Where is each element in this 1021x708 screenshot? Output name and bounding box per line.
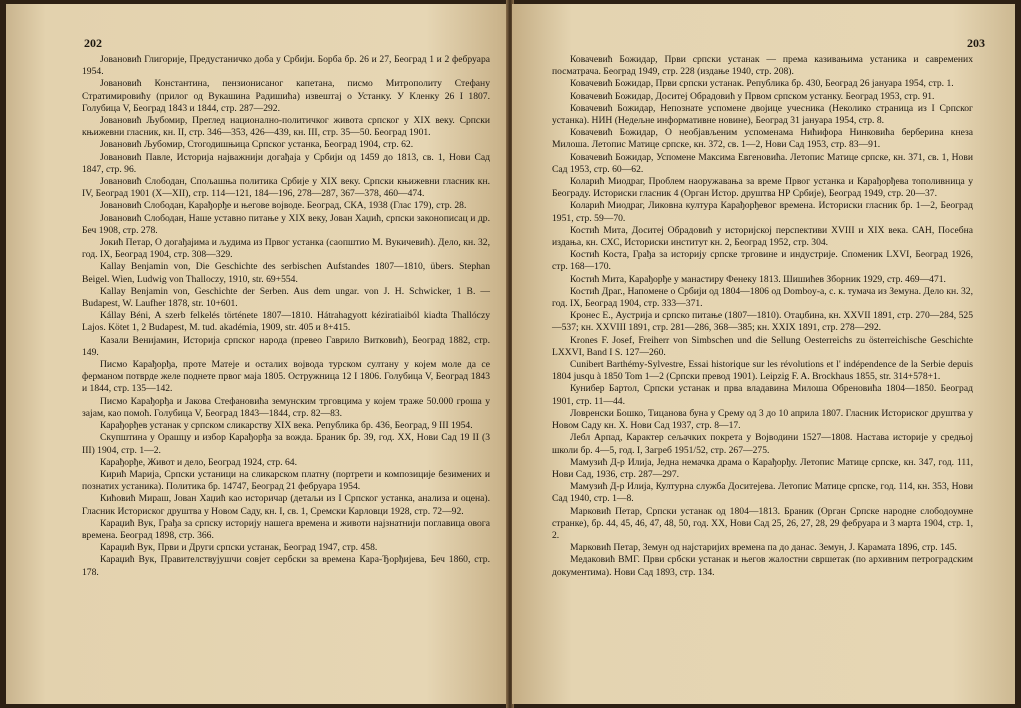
bibliography-entry: Мамузић Д-р Илија, Културна служба Доситејева. Летопис Матице српске, год. 114, кн. 353, Нови Сад 1940, стр. 1—8.	[552, 481, 973, 505]
bibliography-entry: Јовановић Глигорије, Предустаничко доба у Србији. Борба бр. 26 и 27, Београд 1 и 2 фебруара 1954.	[82, 54, 490, 78]
bibliography-entry: Ковачевић Божидар, Први српски устанак. Република бр. 430, Београд 26 јануара 1954, стр. 1.	[570, 78, 954, 90]
bibliography-entry: Јовановић Љубомир, Преглед национално-политичког живота српског у XIX веку. Српски књижевни гласник, кн. II, стр. 346—353, 426—439, кн. III, стр. 35—50. Београд 1901.	[82, 115, 490, 139]
bibliography-entry: Караџић Вук, Правителствујушчи совјет сербски за времена Кара-Ђорђијева, Беч 1860, стр. 178.	[82, 554, 490, 578]
bibliography-entry: Јовановић Љубомир, Стогодишњица Српског устанка, Београд 1904, стр. 62.	[100, 139, 414, 151]
bibliography-entry: Коларић Миодраг, Проблем наоружавања за време Првог устанка и Карађорђева тополивница у Београду. Историски гласник 4 (Орган Истор. друштва НР Србије), Београд 1949, стр. 20—37.	[552, 176, 973, 200]
bibliography-entry: Јовановић Слободан, Карађорђе и његове војводе. Београд, СКА, 1938 (Глас 179), стр. 28.	[100, 200, 467, 212]
bibliography-entry: Марковић Петар, Земун од најстаријих времена па до данас. Земун, Ј. Карамата 1896, стр. 145.	[570, 542, 957, 554]
page-number: 203	[967, 36, 985, 50]
right-page	[512, 4, 1015, 704]
bibliography-entry: Kallay Benjamin von, Die Geschichte des serbischen Aufstandes 1807—1810, übers. Stephan Beigel. Wien, Ludwig von Thalloczy, 1910, str. 69+554.	[82, 261, 490, 285]
bibliography-entry: Медаковић ВМГ. Први србски устанак и његов жалостни свршетак (по архивним петроградским документима). Нови Сад 1893, стр. 134.	[552, 554, 973, 578]
bibliography-entry: Кићовић Мираш, Јован Хаџић као историчар (детаљи из I Српског устанка, анализа и оцена). Гласник Историског друштва у Новом Саду, кн. I, св. 1, Сремски Карловци 1928, стр. 72—92.	[82, 493, 490, 517]
bibliography-entry: Ковачевић Божидар, Успомене Максима Евгеновића. Летопис Матице српске, кн. 371, св. 1, Нови Сад 1953, стр. 60—62.	[552, 151, 973, 175]
bibliography-entry: Јовановић Константина, пензионисаног капетана, писмо Митрополиту Стефану Стратимировићу (прилог од Вукашина Радишића) извештај о Устанку. У Кленку 26 I 1807. Голубица V, Београд 1843 и 1844, стр. 287—292.	[82, 78, 490, 114]
bibliography-entry: Јовановић Павле, Историја најважнији догађаја у Србији од 1459 до 1813, св. 1, Нови Сад 1847, стр. 96.	[82, 151, 490, 175]
bibliography-list	[82, 54, 490, 579]
bibliography-entry: Мамузић Д-р Илија, Једна немачка драма о Карађорђу. Летопис Матице српске, кн. 347, год. 111, Нови Сад, 1936, стр. 287—297.	[552, 456, 973, 480]
bibliography-entry: Писмо Карађорђа, проте Матеје и осталих војвода турском султану у којем моле да се ферманом потврде желе поднете првог маја 1805. Остружница 12 I 1806. Голубица V, Београд 1843 и 1844, стр. 135—142.	[82, 359, 490, 395]
bibliography-entry: Кунибер Бартол, Српски устанак и прва владавина Милоша Обреновића 1804—1850. Београд 1901, стр. 11—44.	[552, 383, 973, 407]
bibliography-entry: Лебл Арпад, Карактер сељачких покрета у Војводини 1527—1808. Настава историје у средњој школи бр. 4—5, год. I, Загреб 1951/52, стр. 267—275.	[552, 432, 973, 456]
bibliography-entry: Марковић Петар, Српски устанак од 1804—1813. Браник (Орган Српске народне слободоумне странке), бр. 44, 45, 46, 47, 48, 50, год. XX, Нови Сад 25, 26, 27, 28, 29 фебруара и 3 марта 1904, стр. 1, 2.	[552, 505, 973, 541]
bibliography-entry: Јокић Петар, О догађајима и људима из Првог устанка (саопштио М. Вукичевић). Дело, кн. 32, год. IX, Београд 1904, стр. 308—329.	[82, 237, 490, 261]
bibliography-list	[552, 54, 973, 579]
bibliography-entry: Kallay Benjamin von, Geschichte der Serben. Aus dem ungar. von J. H. Schwicker, 1 B. — Budapest, W. Laufher 1878, str. 10+601.	[82, 285, 490, 310]
bibliography-entry: Скупштина у Орашцу и избор Карађорђа за вожда. Браник бр. 39, год. XX, Нови Сад 19 II (3 III) 1904, стр. 1—2.	[82, 432, 490, 456]
bibliography-entry: Костић Драг., Напомене о Србији од 1804—1806 од Domboy-а, с. к. тумача из Земуна. Дело кн. 32, год. IX, Београд 1904, стр. 333—371.	[552, 285, 973, 310]
bibliography-entry: Kállay Béni, A szerb felkelés története 1807—1810. Hátrahagyott kéziratiaiból kiadta Thallóczy Lajos. Kötet 1, 2 Budapest, M. tud. akadémia, 1909, str. 405 и 8+415.	[82, 310, 490, 334]
bibliography-entry: Krones F. Josef, Freiherr von Simbschen und die Sellung Oesterreichs zu österreichische Geschichte LXXVI, Band I S. 127—260.	[552, 334, 973, 358]
bibliography-entry: Костић Мита, Доситеј Обрадовић у историјској перспективи XVIII и XIX века. САН, Посебна издања, кн. СХС, Историски институт кн. 2, Београд 1952, стр. 304.	[552, 224, 973, 249]
bibliography-entry: Јовановић Слободан, Наше уставно питање у XIX веку, Јован Хаџић, српски законописац и др. Беч 1908, стр. 278.	[82, 212, 490, 236]
bibliography-entry: Казали Венијамин, Историја српског народа (превео Гаврило Витковић), Београд 1882, стр. 149.	[82, 334, 490, 358]
bibliography-entry: Кронес Е., Аустрија и српско питање (1807—1810). Отаџбина, кн. XXVII 1891, стр. 270—284, 525—537; кн. XXVIII 1891, стр. 281—286, 368—385; кн. XXIX 1891, стр. 278—292.	[552, 310, 973, 334]
bibliography-entry: Cunibert Barthémy-Sylvestre, Essai historique sur les révolutions et l' indépendence de la Serbie depuis 1804 jusqu à 1850 Tom 1—2 (Српски превод 1901). Leipzig F. A. Brockhaus 1855, str. 314+578+1.	[552, 359, 973, 383]
bibliography-entry: Писмо Карађорђа и Јакова Стефановића земунским трговцима у којем траже 50.000 гроша у зајам, као помоћ. Голубица V, Београд 1843—1844, стр. 82—83.	[82, 395, 490, 419]
bibliography-entry: Коларић Миодраг, Ликовна култура Карађорђевог времена. Историски гласник бр. 1—2, Београд 1951, стр. 59—70.	[552, 200, 973, 224]
bibliography-entry: Костић Коста, Грађа за историју српске трговине и индустрије. Споменик LXVI, Београд 1926, стр. 168—170.	[552, 249, 973, 273]
bibliography-entry: Јовановић Слободан, Спољашња политика Србије у XIX веку. Српски књижевни гласник кн. IV, Београд 1901 (X—XII), стр. 114—121, 184—196, 278—287, 367—378, 460—474.	[82, 176, 490, 200]
bibliography-entry: Кирић Марија, Српски устаници на сликарском платну (портрети и композиције безимених и познатих устаника). Политика бр. 14747, Београд 21 фебруара 1954.	[82, 468, 490, 493]
bibliography-entry: Костић Мита, Карађорђе у манастиру Фенеку 1813. Шишићев Зборник 1929, стр. 469—471.	[570, 273, 946, 285]
bibliography-entry: Карађорђев устанак у српском сликарству XIX века. Република бр. 436, Београд, 9 III 1954.	[100, 420, 473, 432]
bibliography-entry: Карађорђе, Живот и дело, Београд 1924, стр. 64.	[100, 456, 297, 468]
bibliography-entry: Караџић Вук, Грађа за српску историју нашега времена и животи најзнатнији поглавица овога времена. Београд 1898, стр. 366.	[82, 517, 490, 541]
page-number: 202	[84, 36, 102, 50]
bibliography-entry: Ковачевић Божидар, О необјављеним успоменама Нићифора Нинковића берберина кнеза Милоша. Летопис Матице српске, кн. 372, св. 1—2, Нови Сад 1953, стр. 83—91.	[552, 127, 973, 151]
bibliography-entry: Ловренски Бошко, Тицанова буна у Срему од 3 до 10 априла 1807. Гласник Историског друштва у Новом Саду кн. X. Нови Сад 1937, стр. 8—17.	[552, 407, 973, 432]
bibliography-entry: Ковачевић Божидар, Први српски устанак — према казивањима устаника и савремених посматрача. Београд 1949, стр. 228 (издање 1940, стр. 208).	[552, 54, 973, 78]
bibliography-entry: Караџић Вук, Први и Други српски устанак, Београд 1947, стр. 458.	[100, 542, 378, 554]
left-page	[6, 4, 508, 704]
bibliography-entry: Ковачевић Божидар, Непознате успомене двојице учесника (Неколико страница из I Српског устанка). НИН (Недељне информативне новине), Београд 31 јануара 1954, стр. 8.	[552, 102, 973, 127]
bibliography-entry: Ковачевић Божидар, Доситеј Обрадовић у Првом српском устанку. Београд 1953, стр. 91.	[570, 90, 935, 102]
